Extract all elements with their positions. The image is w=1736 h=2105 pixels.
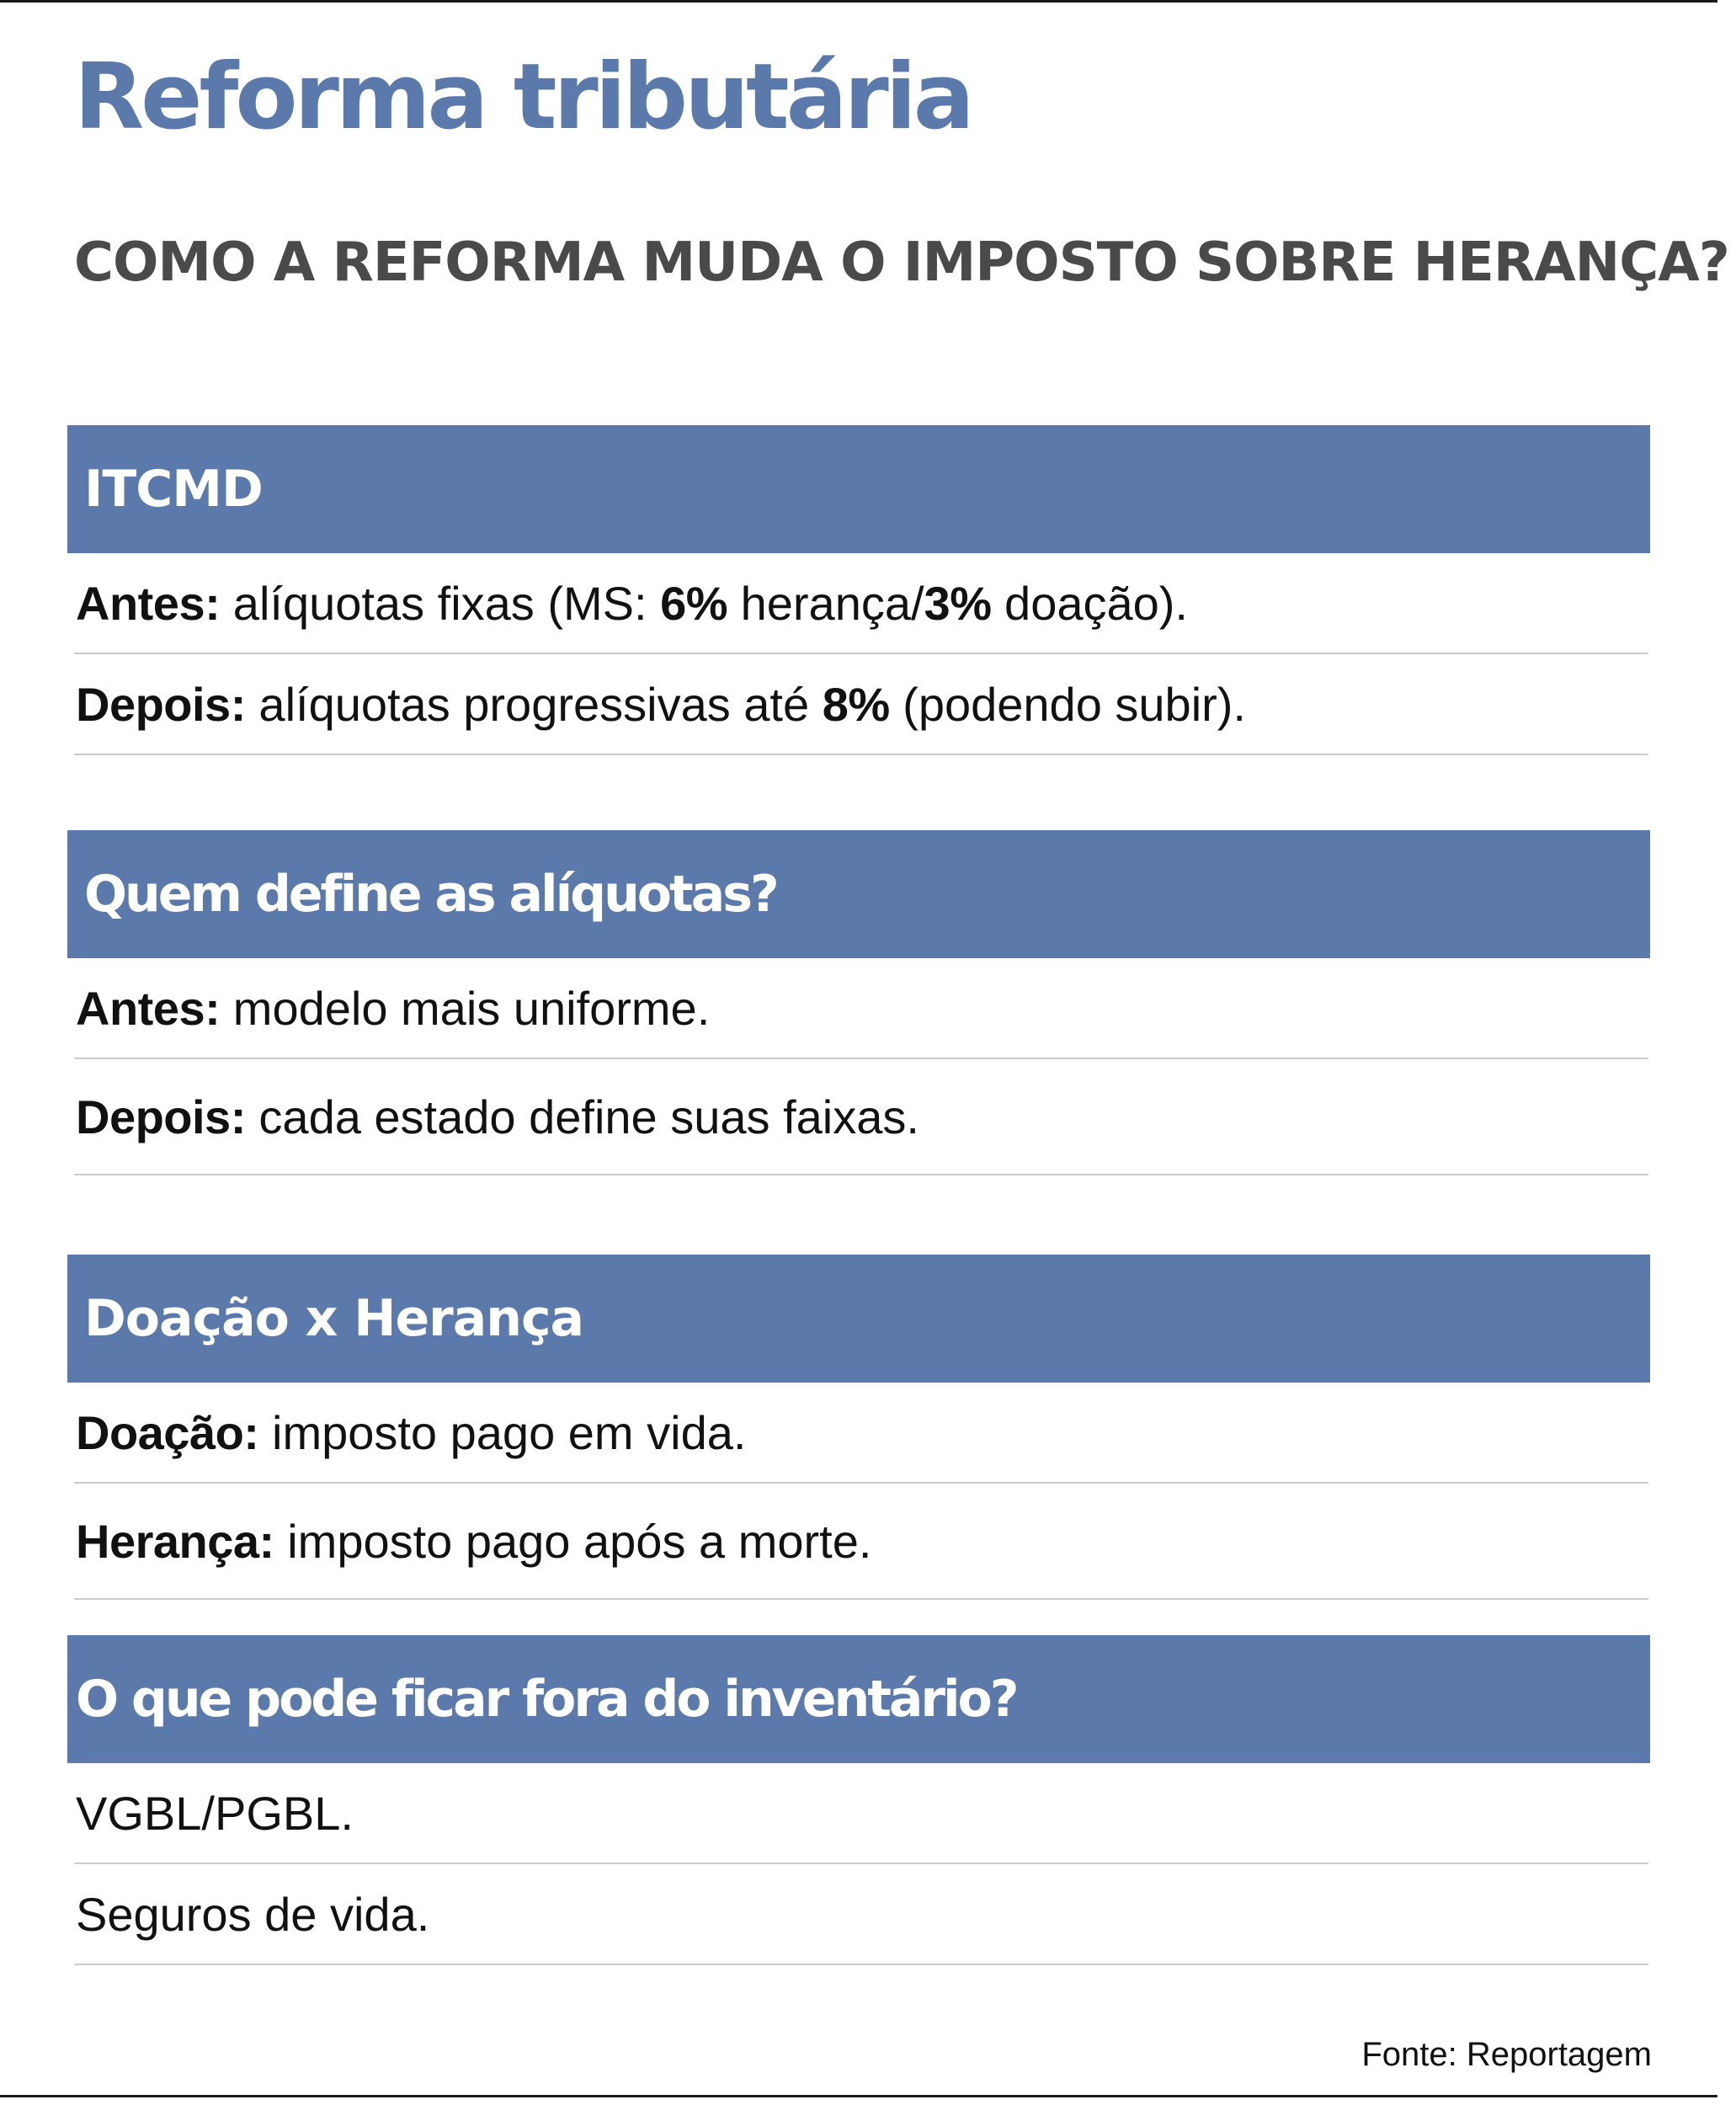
row-text: herança/ bbox=[727, 576, 924, 630]
section-who-defines-rates bbox=[67, 830, 1650, 1175]
inheritance-rate-value: 6% bbox=[660, 576, 728, 630]
row-text: imposto pago após a morte. bbox=[274, 1514, 872, 1568]
donation-rate-value: 3% bbox=[924, 576, 992, 630]
row-label: Doação: bbox=[76, 1405, 259, 1459]
row-label: Depois: bbox=[76, 677, 246, 731]
row-text: modelo mais uniforme. bbox=[220, 981, 711, 1035]
source-credit: Fonte: Reportagem bbox=[1361, 2036, 1652, 2073]
row-label: Depois: bbox=[76, 1090, 246, 1143]
list-item bbox=[74, 1763, 1648, 1864]
who-defines-before-row bbox=[74, 958, 1648, 1059]
row-text: VGBL/PGBL. bbox=[76, 1786, 354, 1840]
row-label: Antes: bbox=[76, 576, 221, 630]
row-label: Antes: bbox=[76, 981, 221, 1035]
row-text: imposto pago em vida. bbox=[258, 1405, 747, 1459]
page-title: Reforma tributária bbox=[74, 45, 972, 150]
section-header bbox=[67, 1255, 1650, 1383]
inheritance-row bbox=[74, 1484, 1648, 1600]
page-subtitle: COMO A REFORMA MUDA O IMPOSTO SOBRE HERANÇA? bbox=[74, 232, 1729, 294]
section-donation-vs-inheritance bbox=[67, 1255, 1650, 1600]
row-label: Herança: bbox=[76, 1514, 274, 1568]
who-defines-after-row bbox=[74, 1059, 1648, 1175]
section-header-label: ITCMD bbox=[84, 460, 263, 519]
itcmd-after-row bbox=[74, 654, 1648, 755]
bottom-rule bbox=[0, 2095, 1717, 2097]
row-text: alíquotas fixas (MS: bbox=[220, 576, 661, 630]
row-text: doação). bbox=[991, 576, 1188, 630]
section-header bbox=[67, 1635, 1650, 1763]
row-text: alíquotas progressivas até bbox=[245, 677, 823, 731]
section-header-label: O que pode ficar fora do inventário? bbox=[76, 1670, 1017, 1729]
section-header-label: Doação x Herança bbox=[84, 1289, 584, 1348]
section-header bbox=[67, 425, 1650, 553]
itcmd-before-row bbox=[74, 553, 1648, 654]
section-itcmd bbox=[67, 425, 1650, 755]
donation-row bbox=[74, 1383, 1648, 1484]
top-rule bbox=[0, 0, 1717, 3]
row-text: Seguros de vida. bbox=[76, 1887, 430, 1941]
list-item bbox=[74, 1864, 1648, 1965]
section-header-label: Quem define as alíquotas? bbox=[84, 865, 777, 924]
section-header bbox=[67, 830, 1650, 958]
row-text: (podendo subir). bbox=[889, 677, 1246, 731]
row-text: cada estado define suas faixas. bbox=[245, 1090, 919, 1143]
section-outside-inventory bbox=[67, 1635, 1650, 1965]
max-rate-value: 8% bbox=[822, 677, 890, 731]
